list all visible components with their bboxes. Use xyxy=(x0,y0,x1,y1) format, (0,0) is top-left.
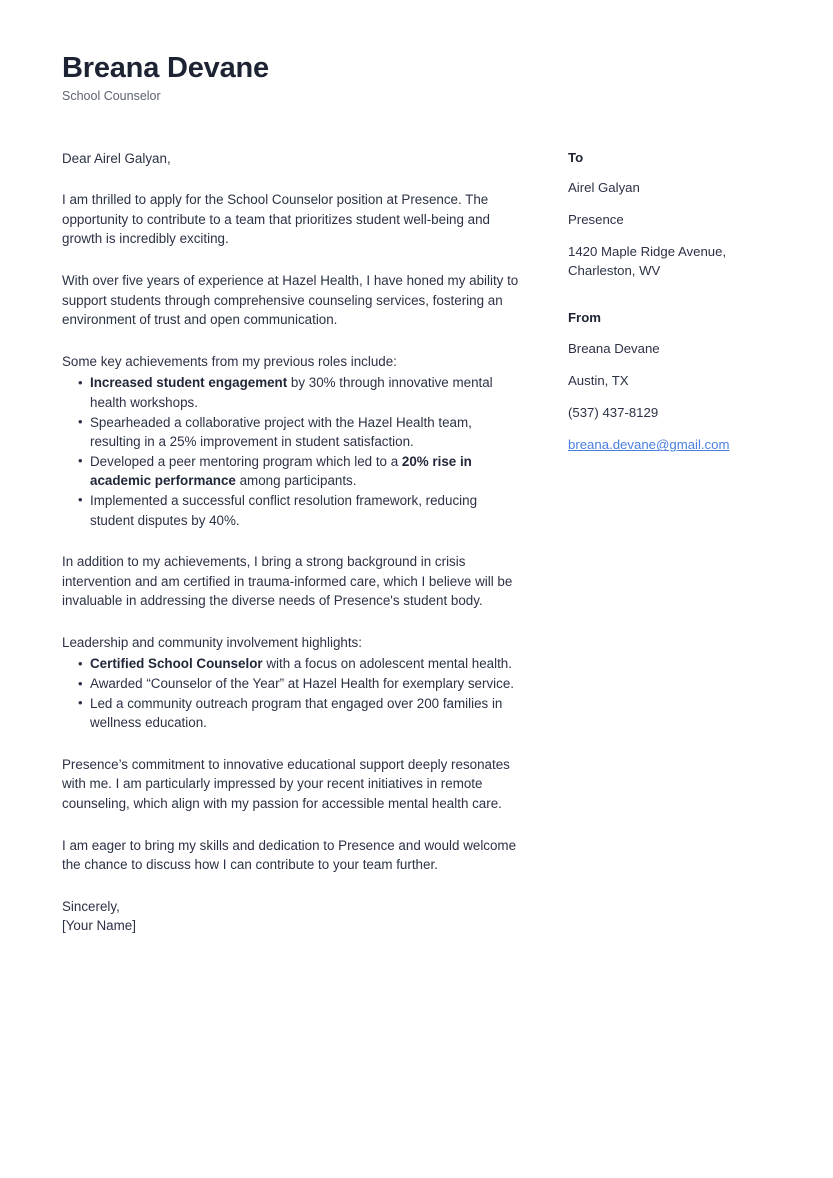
salutation: Dear Airel Galyan, xyxy=(62,150,171,166)
list-item xyxy=(90,491,520,530)
paragraph-intro: I am thrilled to apply for the School Counselor position at Presence. The opportunity to contribute to a team that prioritizes student well-being and growth is incredibly exciting. xyxy=(62,192,491,247)
achievements-intro: Some key achievements from my previous roles include: xyxy=(62,353,397,369)
leadership-emphasis: Certified School Counselor xyxy=(90,656,263,672)
list-item xyxy=(90,413,520,452)
letter-header xyxy=(62,52,771,105)
sender-phone: (537) 437-8129 xyxy=(568,405,659,421)
recipient-company: Presence xyxy=(568,212,624,228)
signature-line: [Your Name] xyxy=(62,918,136,934)
sender-name: Breana Devane xyxy=(568,341,660,357)
list-item xyxy=(90,373,520,412)
achievement-emphasis: 20% rise in academic performance xyxy=(90,453,472,489)
list-item xyxy=(90,674,520,694)
applicant-name: Breana Devane xyxy=(62,52,269,84)
recipient-address: 1420 Maple Ridge Avenue, Charleston, WV xyxy=(568,244,727,279)
paragraph-company-fit: Presence’s commitment to innovative educational support deeply resonates with me. I am particularly impressed by your recent initiatives in remote counseling, which align with my passion for accessible mental health care. xyxy=(62,756,510,812)
from-heading: From xyxy=(568,310,601,326)
recipient-name: Airel Galyan xyxy=(568,180,640,196)
leadership-list xyxy=(62,654,520,732)
leadership-text: Awarded “Counselor of the Year” at Hazel Health for exemplary service. xyxy=(90,676,515,692)
achievements-list xyxy=(62,373,520,530)
achievement-text: Spearheaded a collaborative project with the Hazel Health team, resulting in a 25% improvement in student satisfaction. xyxy=(90,414,472,450)
sender-email-link[interactable]: breana.devane@gmail.com xyxy=(568,437,730,453)
list-item xyxy=(90,654,520,674)
body-columns xyxy=(62,149,771,936)
sender-location: Austin, TX xyxy=(568,373,629,389)
list-item xyxy=(90,452,520,491)
contact-column xyxy=(568,149,771,455)
closing-line: Sincerely, xyxy=(62,898,120,914)
applicant-job-title: School Counselor xyxy=(62,89,161,104)
achievement-emphasis: Increased student engagement xyxy=(90,375,288,391)
achievement-text: by 30% through innovative mental health workshops. xyxy=(90,375,493,410)
leadership-intro: Leadership and community involvement highlights: xyxy=(62,634,362,650)
list-item xyxy=(90,694,520,733)
paragraph-experience: With over five years of experience at Hazel Health, I have honed my ability to support students through comprehensive counseling services, fostering an environment of trust and open communication. xyxy=(62,272,519,328)
letter-column xyxy=(62,149,520,936)
leadership-text: with a focus on adolescent mental health. xyxy=(262,656,512,672)
achievement-text: Implemented a successful conflict resolution framework, reducing student disputes by 40%. xyxy=(90,492,478,528)
achievement-text: Developed a peer mentoring program which led to a xyxy=(90,453,402,469)
achievement-text: among participants. xyxy=(235,473,357,489)
paragraph-closing-pitch: I am eager to bring my skills and dedication to Presence and would welcome the chance to discuss how I can contribute to your team further. xyxy=(62,837,517,873)
to-heading: To xyxy=(568,149,584,165)
paragraph-background: In addition to my achievements, I bring a strong background in crisis intervention and am certified in trauma-informed care, which I believe will be invaluable in addressing the diverse needs of Presence's student body. xyxy=(62,554,513,609)
leadership-text: Led a community outreach program that engaged over 200 families in wellness education. xyxy=(90,695,503,731)
